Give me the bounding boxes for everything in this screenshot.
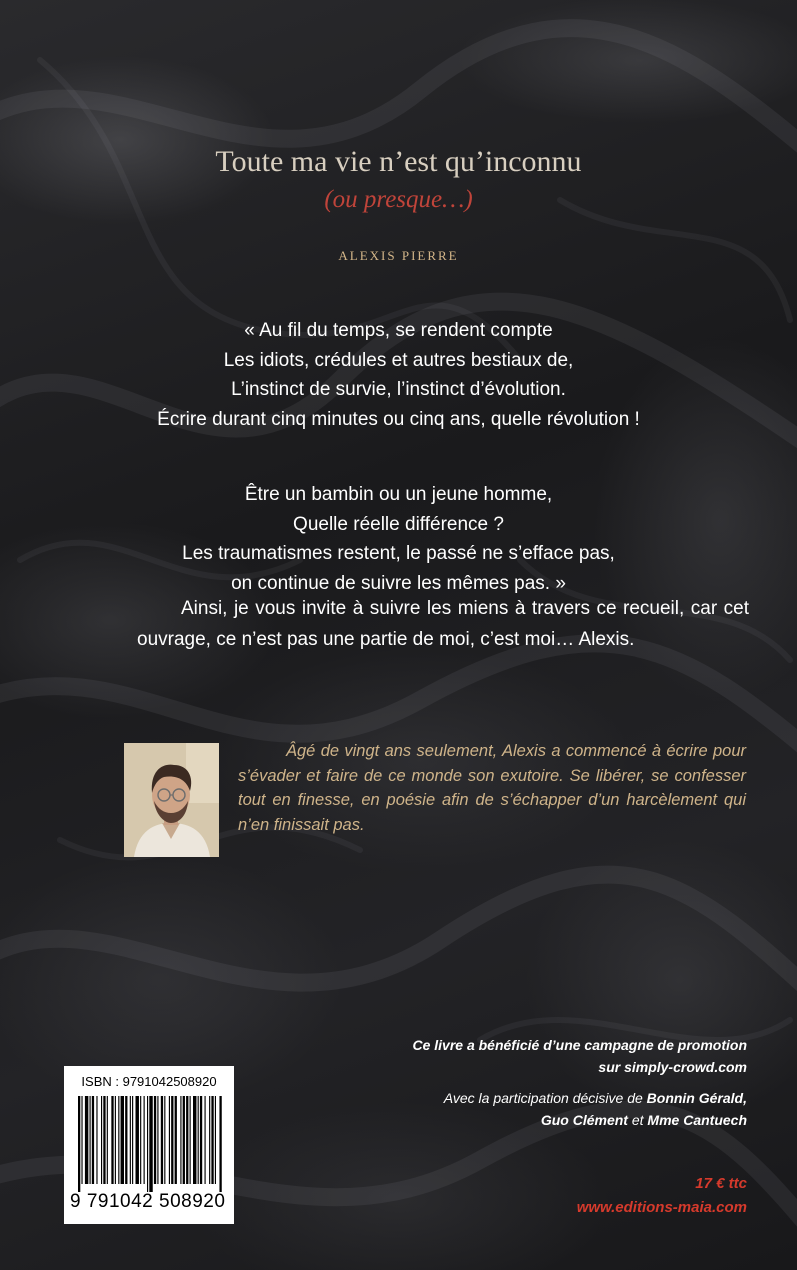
poem-line: on continue de suivre les mêmes pas. »: [231, 572, 566, 594]
participation-credit: [327, 1087, 747, 1131]
participant-name: Mme Cantuech: [647, 1112, 747, 1128]
poem-line: Être un bambin ou un jeune homme,: [244, 484, 553, 505]
poem-line: Les idiots, crédules et autres bestiaux de,: [223, 349, 574, 371]
isbn-label: ISBN : 9791042508920: [81, 1074, 217, 1089]
participation-and: et: [627, 1112, 648, 1128]
participant-name: Bonnin Gérald,: [646, 1090, 747, 1106]
price: 17 € ttc: [695, 1175, 747, 1192]
promo-line: Ce livre a bénéficié d’une campagne de promotion: [412, 1037, 747, 1053]
poem-line: L’instinct de survie, l’instinct d’évolution.: [231, 379, 566, 400]
author-bio: Âgé de vingt ans seulement, Alexis a commencé à écrire pour s’évader et faire de ce monde son exutoire. Se libérer, se confesser tout en finesse, en poésie afin de s’échapper d’un harcèlement qui n’en finissait pas.: [238, 742, 746, 834]
barcode-icon: [76, 1096, 222, 1192]
participation-prefix: Avec la participation décisive de: [443, 1090, 647, 1106]
invitation-paragraph: Ainsi, je vous invite à suivre les miens à travers ce recueil, car cet ouvrage, ce n’est pas une partie de moi, c’est moi… Alexis.: [137, 598, 749, 650]
poem-stanza-2: [40, 480, 757, 598]
participant-name: Guo Clément: [540, 1112, 628, 1128]
author-name: ALEXIS PIERRE: [338, 248, 459, 263]
barcode-digits: 9 791042 508920: [70, 1191, 226, 1212]
poem-stanza-1: [40, 316, 757, 434]
book-subtitle: (ou presque…): [324, 186, 473, 213]
poem-line: Les traumatismes restent, le passé ne s’efface pas,: [182, 543, 615, 564]
promo-line: sur simply-crowd.com: [598, 1059, 747, 1075]
poem-line: Écrire durant cinq minutes ou cinq ans, quelle révolution !: [157, 408, 640, 430]
poem-line: « Au fil du temps, se rendent compte: [244, 320, 553, 341]
promo-credit: [327, 1034, 747, 1078]
poem-line: Quelle réelle différence ?: [293, 513, 504, 535]
isbn-barcode: [64, 1066, 234, 1224]
book-title: Toute ma vie n’est qu’inconnu: [215, 145, 582, 178]
author-photo: [124, 743, 219, 857]
publisher-website: www.editions-maia.com: [576, 1199, 747, 1216]
